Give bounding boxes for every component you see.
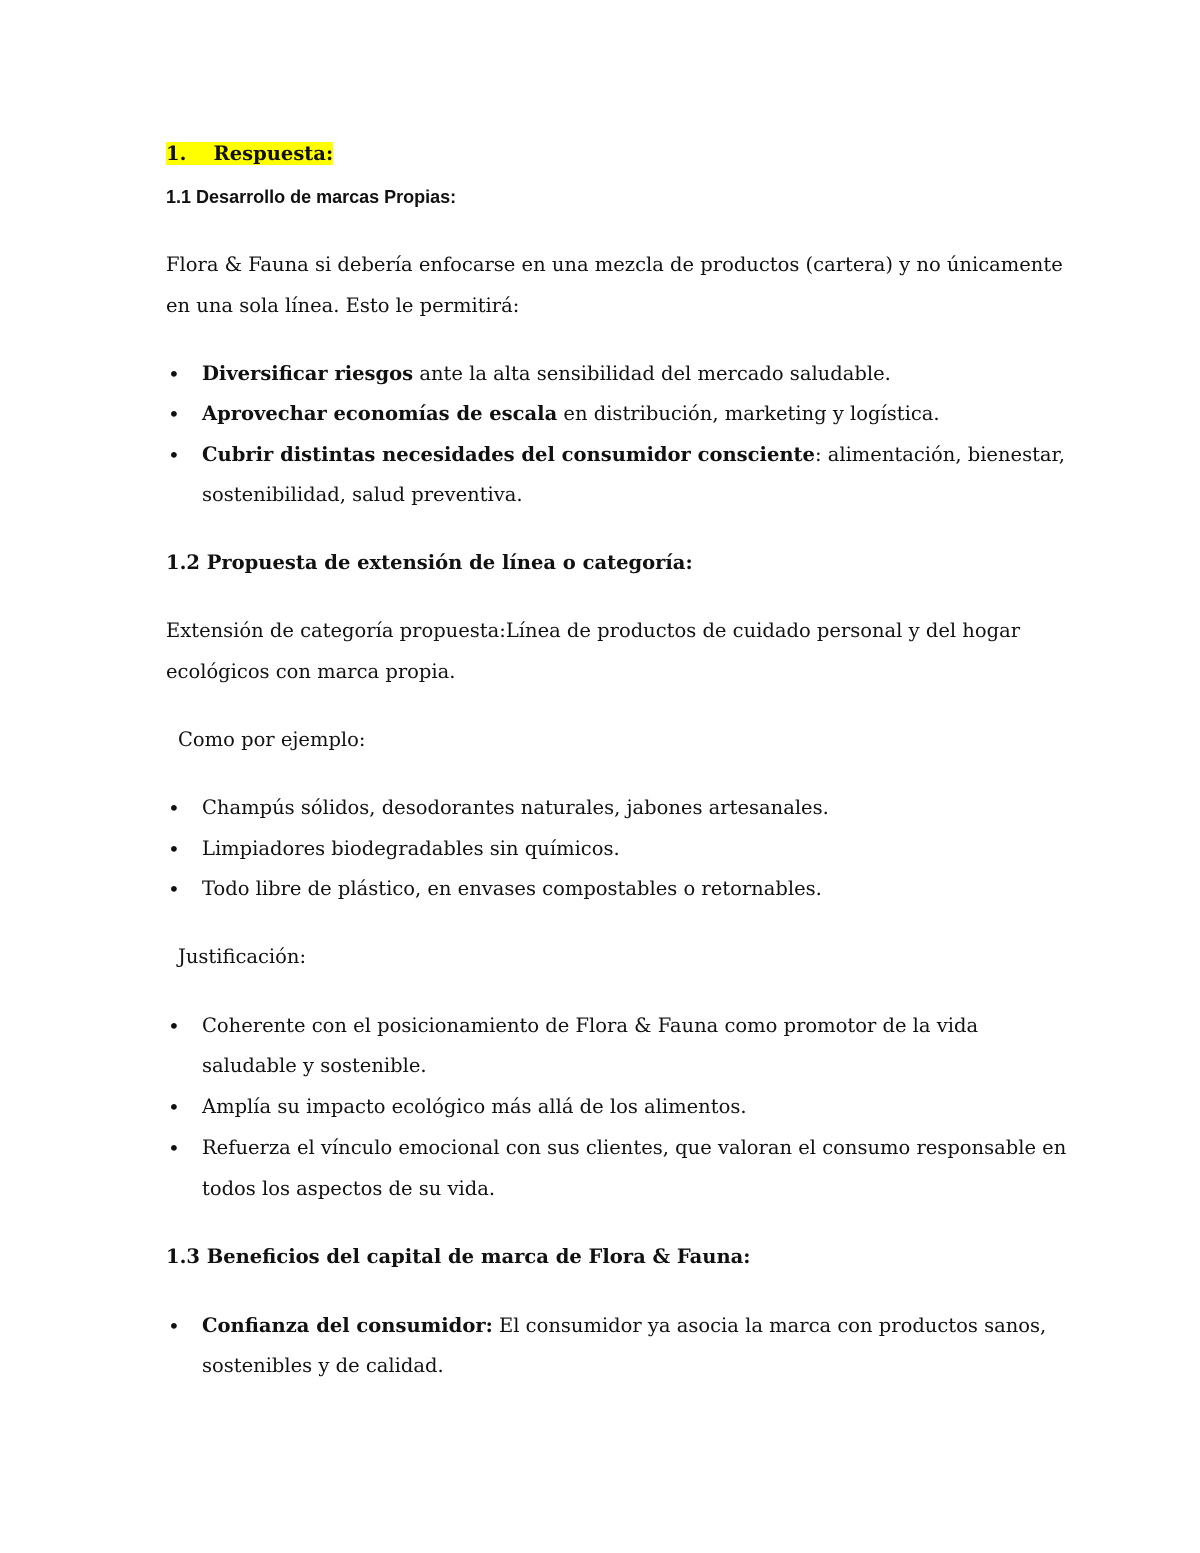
list-item-text: en distribución, marketing y logística. — [557, 402, 940, 425]
section-1-2-number: 1.2 — [166, 551, 200, 574]
heading-number: 1. — [166, 142, 187, 165]
list-item-continuation: saludable y sostenible. — [202, 1054, 427, 1077]
list-item — [202, 394, 940, 434]
list-item — [202, 435, 1065, 475]
list-item-text: : alimentación, bienestar, — [814, 443, 1065, 466]
list-item — [202, 354, 891, 394]
list-item: Amplía su impacto ecológico más allá de los alimentos. — [202, 1095, 747, 1118]
bullet-icon: • — [168, 877, 180, 901]
list-item: Champús sólidos, desodorantes naturales, jabones artesanales. — [202, 796, 829, 819]
bullet-icon: • — [168, 402, 180, 426]
section-1-3-heading: 1.3 Beneficios del capital de marca de Flora & Fauna: — [166, 1245, 751, 1268]
list-item-text: ante la alta sensibilidad del mercado saludable. — [413, 362, 891, 385]
list-item — [202, 1306, 1046, 1346]
bullet-icon: • — [168, 362, 180, 386]
paragraph-line: ecológicos con marca propia. — [166, 660, 456, 683]
list-item-bold: Cubrir distintas necesidades del consumidor consciente — [202, 443, 815, 466]
main-heading — [166, 134, 333, 174]
list-item-bold: Confianza del consumidor: — [202, 1314, 493, 1337]
justification-label: Justificación: — [178, 945, 307, 968]
list-item: Coherente con el posicionamiento de Flora & Fauna como promotor de la vida — [202, 1014, 979, 1037]
section-1-2-heading — [166, 543, 693, 583]
list-item-bold: Diversificar riesgos — [202, 362, 414, 385]
list-item-continuation: sostenibilidad, salud preventiva. — [202, 483, 523, 506]
bullet-icon: • — [168, 796, 180, 820]
list-item-text: El consumidor ya asocia la marca con productos sanos, — [492, 1314, 1047, 1337]
paragraph-line: en una sola línea. Esto le permitirá: — [166, 294, 520, 317]
list-item: Refuerza el vínculo emocional con sus clientes, que valoran el consumo responsable en — [202, 1136, 1067, 1159]
section-1-2-title: Propuesta de extensión de línea o categoría: — [206, 551, 693, 574]
bullet-icon: • — [168, 837, 180, 861]
list-item-continuation: todos los aspectos de su vida. — [202, 1177, 496, 1200]
bullet-icon: • — [168, 443, 180, 467]
paragraph-line: Extensión de categoría propuesta:Línea de productos de cuidado personal y del hogar — [166, 619, 1021, 642]
list-item: Todo libre de plástico, en envases compostables o retornables. — [202, 877, 822, 900]
section-1-1-title: Desarrollo de marcas Propias: — [196, 187, 457, 207]
bullet-icon: • — [168, 1095, 180, 1119]
list-item-continuation: sostenibles y de calidad. — [202, 1354, 444, 1377]
list-item-bold: Aprovechar economías de escala — [202, 402, 558, 425]
heading-title: Respuesta: — [213, 142, 334, 165]
paragraph-line: Flora & Fauna si debería enfocarse en una mezcla de productos (cartera) y no únicamente — [166, 253, 1063, 276]
section-1-1-number: 1.1 — [166, 187, 192, 207]
section-1-1-heading — [166, 177, 456, 217]
bullet-icon: • — [168, 1014, 180, 1038]
list-item: Limpiadores biodegradables sin químicos. — [202, 837, 620, 860]
bullet-icon: • — [168, 1136, 180, 1160]
examples-label: Como por ejemplo: — [178, 728, 366, 751]
bullet-icon: • — [168, 1314, 180, 1338]
